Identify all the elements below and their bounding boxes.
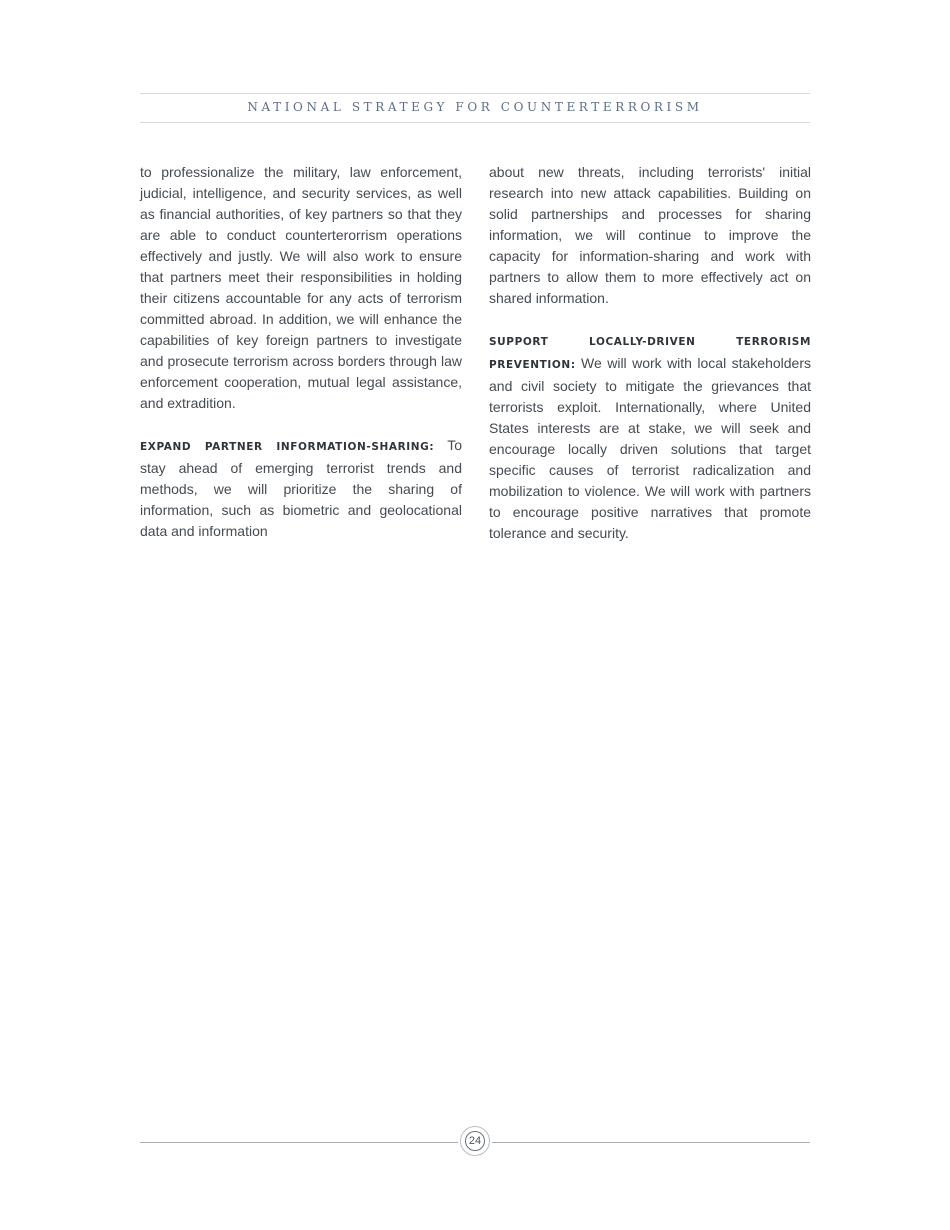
left-paragraph-1: to professionalize the military, law enforcement, judicial, intelligence, and security services, as well as financial authorities, of key partners so that they are able to conduct counterterorrism operations effectively and justly. We will also work to ensure that partners meet their responsibilities in holding their citizens accountable for any acts of terrorism committed abroad. In addition, we will enhance the capabilities of key foreign partners to investigate and prosecute terrorism across borders through law enforcement cooperation, mutual legal assistance, and extradition.	[140, 164, 462, 411]
right-paragraph-1: about new threats, including terrorists' initial research into new attack capabilities. Building on solid partnerships and processes for sharing information, we will continue to improve the capacity for information-sharing and work with partners to allow them to more effectively act on shared information.	[489, 164, 811, 306]
page-footer	[140, 1124, 810, 1158]
page-number-badge	[460, 1126, 490, 1156]
footer-rule-right	[492, 1142, 810, 1143]
left-paragraph-2	[140, 435, 462, 542]
footer-rule-left	[140, 1142, 458, 1143]
header-title: NATIONAL STRATEGY FOR COUNTERTERRORISM	[247, 100, 703, 114]
right-column	[489, 162, 811, 565]
right-paragraph-2-text: We will work with local stakeholders and civil society to mitigate the grievances that terrorists exploit. Internationally, where United States interests are at stake, we will seek and encourage locally driven solutions that target specific causes of terrorist radicalization and mobilization to violence. We will work with partners to encourage positive narratives that promote tolerance and security.	[489, 355, 811, 541]
page-number: 24	[468, 1135, 482, 1147]
left-paragraph-2-text: To stay ahead of emerging terrorist trends and methods, we will prioritize the sharing of information, such as biometric and geolocational data and information	[140, 437, 462, 539]
right-paragraph-2	[489, 330, 811, 544]
section-lead-partner-information-sharing: EXPAND PARTNER INFORMATION-SHARING:	[140, 441, 435, 453]
section-lead-terrorism-prevention: SUPPORT LOCALLY-DRIVEN TERRORISM PREVENTION:	[489, 336, 811, 371]
left-column	[140, 162, 462, 563]
page-header	[140, 93, 810, 123]
